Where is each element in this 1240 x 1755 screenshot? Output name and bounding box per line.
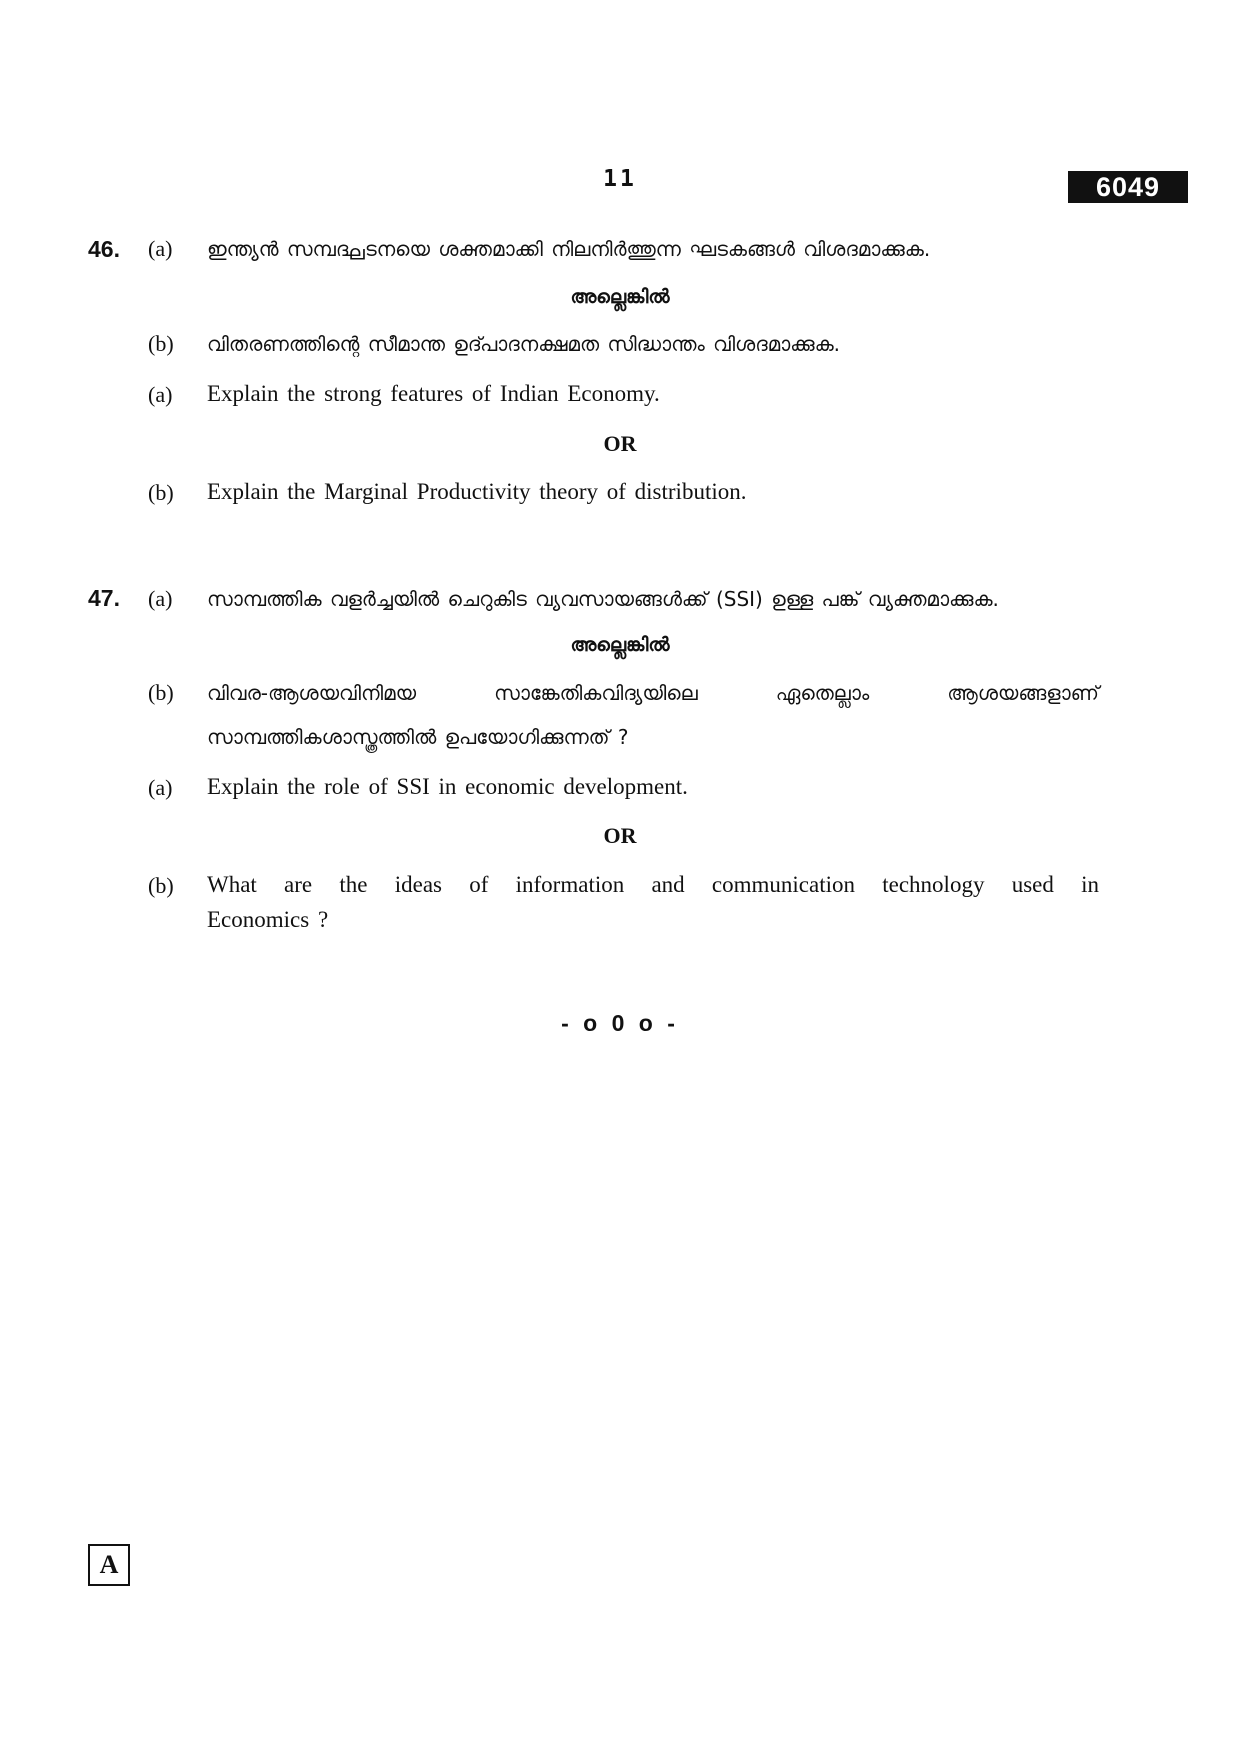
q46-ml-b-label: (b) xyxy=(148,331,174,356)
question-number-46: 46. xyxy=(88,236,120,262)
q46-ml-a-label: (a) xyxy=(148,236,173,261)
q47-en-b-line2: Economics ? xyxy=(207,907,329,932)
question-number-47: 47. xyxy=(88,585,120,611)
q46-ml-a-text: ഇന്ത്യൻ സമ്പദ്ഘടനയെ ശക്തമാക്കി നിലനിർത്തുന്ന ഘടകങ്ങൾ വിശദമാക്കുക. xyxy=(207,237,931,261)
q46-en-or: OR xyxy=(603,431,637,456)
q47-ml-b-line1: വിവര-ആശയവിനിമയ സാങ്കേതികവിദ്യയിലെ ഏതെല്ലാം ആശയങ്ങളാണ് xyxy=(207,681,1099,705)
q46-en-a-label: (a) xyxy=(148,382,173,407)
page-number: 11 xyxy=(603,166,637,192)
end-of-paper-mark: - o 0 o - xyxy=(561,1010,679,1036)
q47-ml-a-label: (a) xyxy=(148,586,173,611)
q47-en-or: OR xyxy=(603,823,637,848)
q46-en-a-text: Explain the strong features of Indian Economy. xyxy=(207,381,660,406)
q47-ml-or: അല്ലെങ്കിൽ xyxy=(570,634,670,656)
q47-ml-b-line2: സാമ്പത്തികശാസ്ത്രത്തിൽ ഉപയോഗിക്കുന്നത് ? xyxy=(207,725,629,749)
q47-en-b-line1: What are the ideas of information and communication technology used in xyxy=(207,872,1099,897)
q47-ml-a-text: സാമ്പത്തിക വളർച്ചയിൽ ചെറുകിട വ്യവസായങ്ങൾക്ക് (SSI) ഉള്ള പങ്ക് വ്യക്തമാക്കുക. xyxy=(207,587,999,611)
q47-ml-b-label: (b) xyxy=(148,680,174,705)
q46-ml-b-text: വിതരണത്തിന്റെ സീമാന്ത ഉദ്പാദനക്ഷമത സിദ്ധാന്തം വിശദമാക്കുക. xyxy=(207,332,841,356)
paper-code-badge: 6049 xyxy=(1068,171,1188,203)
q47-en-b-label: (b) xyxy=(148,873,174,898)
q46-en-b-label: (b) xyxy=(148,480,174,505)
q47-en-a-label: (a) xyxy=(148,775,173,800)
q47-en-a-text: Explain the role of SSI in economic development. xyxy=(207,774,688,799)
q46-ml-or: അല്ലെങ്കിൽ xyxy=(570,286,670,308)
version-letter-box: A xyxy=(88,1544,130,1586)
q46-en-b-text: Explain the Marginal Productivity theory of distribution. xyxy=(207,479,747,504)
